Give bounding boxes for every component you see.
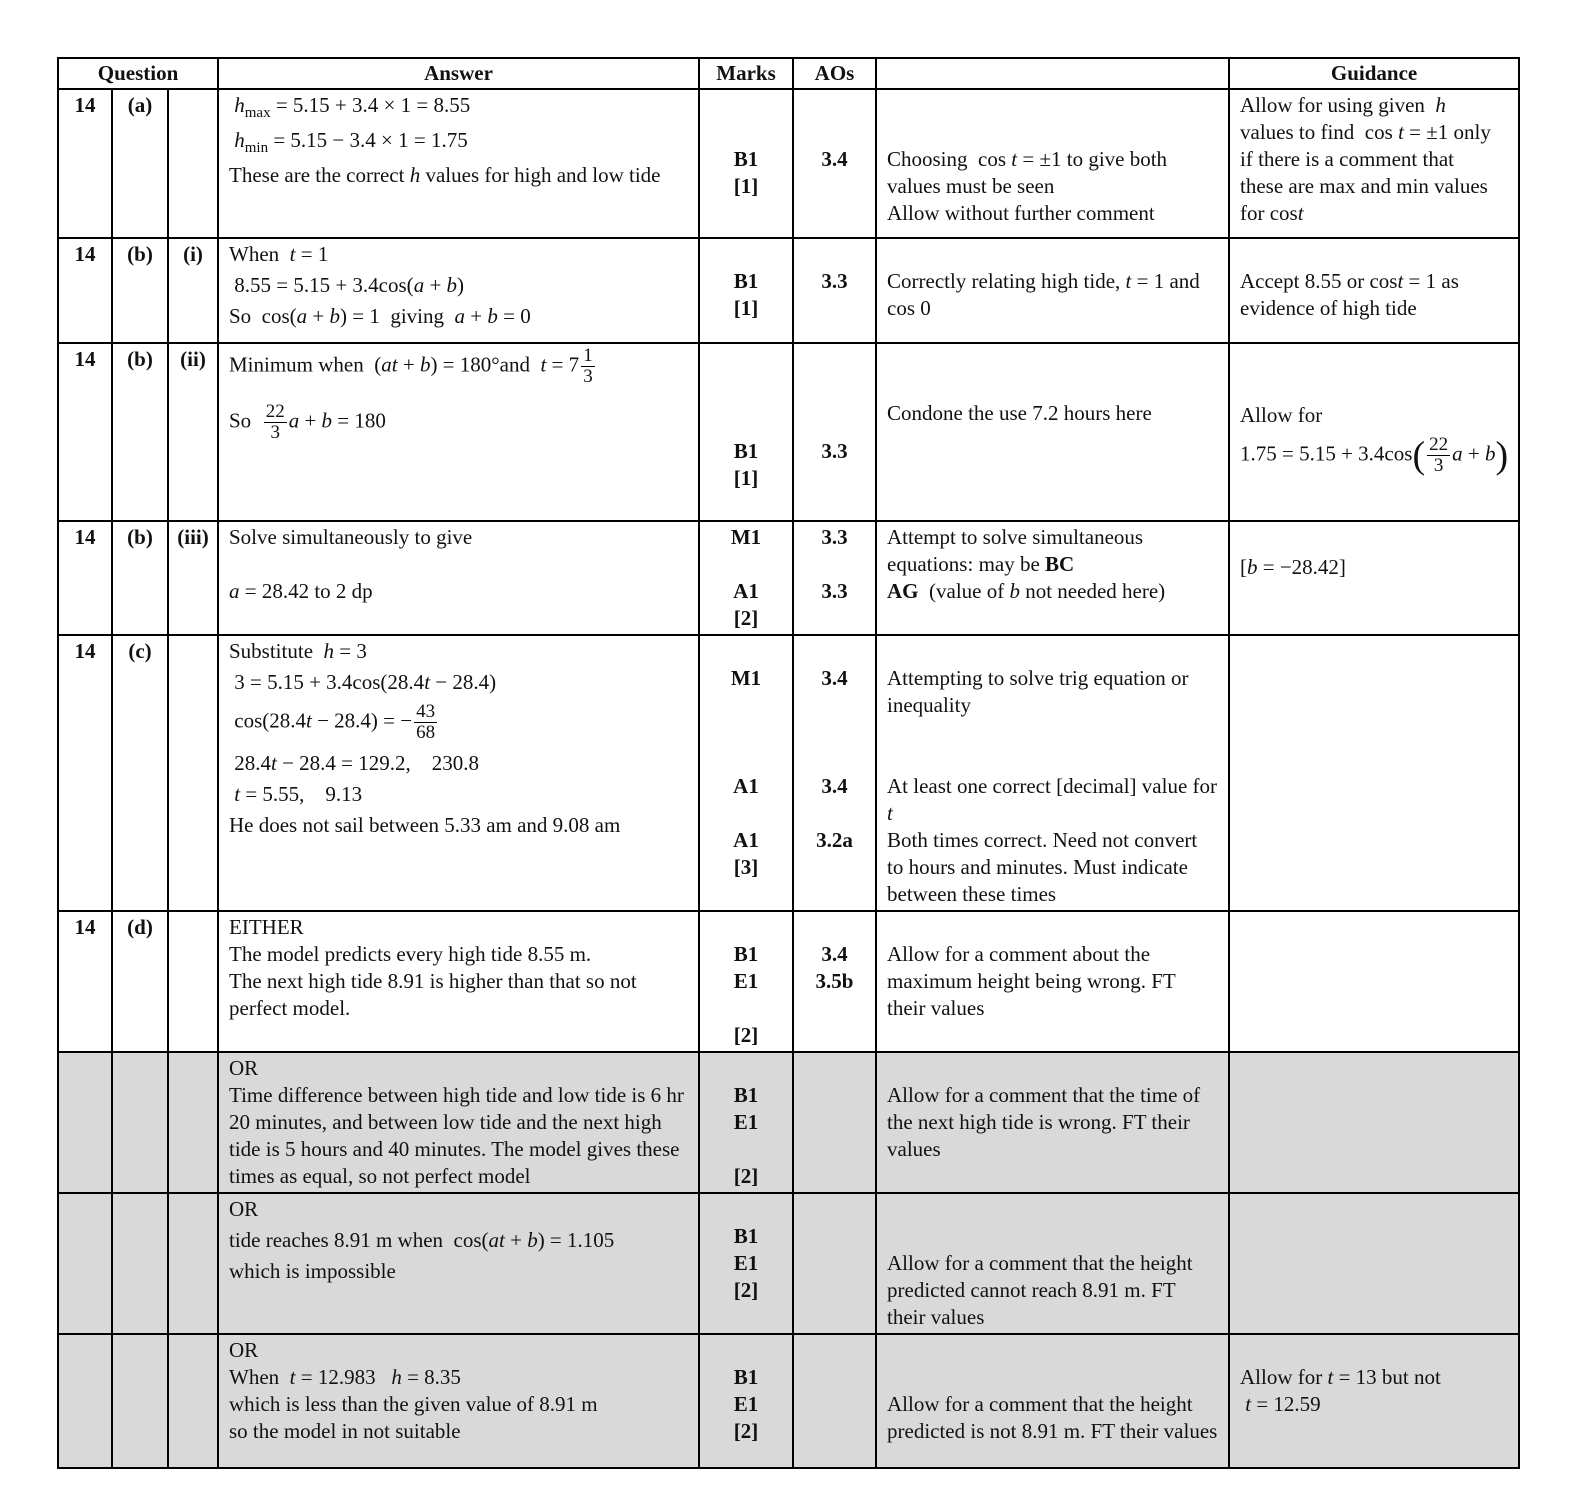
comments-header (876, 58, 1229, 89)
comment-line: AG (value of b not needed here) (887, 579, 1166, 603)
mark: B1 (733, 269, 759, 293)
table-row (58, 238, 1519, 343)
answer-line: 28.4t − 28.4 = 129.2, 230.8 (229, 751, 480, 775)
comments-cell (876, 521, 1229, 635)
comment-line: equations: may be BC (887, 552, 1075, 576)
question-subpart (168, 89, 218, 238)
comments-cell (876, 89, 1229, 238)
mark: [1] (733, 296, 759, 320)
mark: B1 (733, 439, 759, 463)
table-row (58, 343, 1519, 521)
table-row (58, 1052, 1519, 1193)
aos-cell (793, 911, 876, 1052)
mark: [2] (733, 1419, 759, 1443)
guidance-line: Accept 8.55 or cost = 1 as (1240, 269, 1459, 293)
marks-cell (699, 89, 793, 238)
answer-line: Time difference between high tide and low tide is 6 hr 20 minutes, and between low tide and the next high tide is 5 hours and 40 minutes. The model gives these times as equal, so not perfect model (229, 1083, 684, 1188)
marks-cell (699, 911, 793, 1052)
answer-line: tide reaches 8.91 m when cos(at + b) = 1.105 (229, 1228, 615, 1252)
comment-line: Attempt to solve simultaneous (887, 525, 1144, 549)
question-subpart (168, 1193, 218, 1334)
question-part: (c) (112, 635, 168, 911)
mark: [1] (733, 174, 759, 198)
answer-line: OR (229, 1056, 259, 1080)
answer-line: which is impossible (229, 1259, 396, 1283)
answer-line: EITHER (229, 915, 304, 939)
answer-cell (218, 911, 699, 1052)
question-part (112, 1193, 168, 1334)
question-subpart: (iii) (168, 521, 218, 635)
answer-line: Solve simultaneously to give (229, 525, 473, 549)
answer-line: a = 28.42 to 2 dp (229, 579, 373, 603)
ao-value: 3.3 (821, 439, 848, 463)
comments-cell (876, 911, 1229, 1052)
aos-cell (793, 1334, 876, 1468)
question-number (58, 1334, 112, 1468)
question-subpart (168, 1334, 218, 1468)
aos-cell (793, 238, 876, 343)
comment-line: Allow for a comment that the height predicted cannot reach 8.91 m. FT their values (887, 1251, 1193, 1329)
mark: A1 (733, 774, 759, 798)
aos-cell (793, 635, 876, 911)
answer-line: cos(28.4t − 28.4) = − $\frac{43}{68}$ (229, 701, 436, 743)
question-number: 14 (58, 911, 112, 1052)
comment-line: Allow for a comment that the time of the next high tide is wrong. FT their values (887, 1083, 1201, 1161)
ao-value: 3.3 (821, 579, 848, 603)
marks-cell (699, 1334, 793, 1468)
mark: [2] (733, 606, 759, 630)
aos-cell (793, 343, 876, 521)
answer-line: OR (229, 1197, 259, 1221)
answer-line: $h_{min} = 5.15 - 3.4 \times 1 = 1.75$ (234, 128, 468, 157)
answer-line: which is less than the given value of 8.91 m (229, 1392, 598, 1416)
answer-cell (218, 89, 699, 238)
answer-cell (218, 238, 699, 343)
comments-cell (876, 1052, 1229, 1193)
comments-cell (876, 1193, 1229, 1334)
answer-line: 3 = 5.15 + 3.4cos(28.4t − 28.4) (229, 670, 497, 694)
guidance-line: [b = −28.42] (1240, 555, 1346, 579)
answer-line: $h_{max} = 5.15 + 3.4 \times 1 = 8.55$ (234, 93, 471, 122)
guidance-line: 1.75 = 5.15 + 3.4cos( $\frac{22}{3}$ a + b) (1240, 434, 1509, 477)
question-part: (b) (112, 238, 168, 343)
answer-line: 8.55 = 5.15 + 3.4cos(a + b) (229, 273, 465, 297)
comment-line: Allow for a comment that the height predicted is not 8.91 m. FT their values (887, 1392, 1218, 1443)
table-row (58, 911, 1519, 1052)
comment-line: Both times correct. Need not convert to hours and minutes. Must indicate between these times (887, 828, 1198, 906)
answer-line: so the model in not suitable (229, 1419, 461, 1443)
answer-header: Answer (218, 58, 699, 89)
comment-line: Correctly relating high tide, t = 1 and (887, 269, 1200, 293)
comment-line: Attempting to solve trig equation or inequality (887, 666, 1189, 717)
question-part (112, 1334, 168, 1468)
answer-line: OR (229, 1338, 259, 1362)
table-row (58, 635, 1519, 911)
answer-cell (218, 1334, 699, 1468)
mark: [2] (733, 1278, 759, 1302)
guidance-line: t = 12.59 (1245, 1392, 1321, 1416)
question-header: Question (58, 58, 218, 89)
guidance-line: if there is a comment that (1240, 147, 1455, 171)
ao-value: 3.4 (821, 942, 848, 966)
mark: B1 (733, 1365, 759, 1389)
table-row (58, 1193, 1519, 1334)
guidance-line: Allow for using given h (1240, 93, 1446, 117)
mark: M1 (730, 666, 762, 690)
mark: [3] (733, 855, 759, 879)
marks-header: Marks (699, 58, 793, 89)
marks-cell (699, 343, 793, 521)
answer-line: When t = 12.983 h = 8.35 (229, 1365, 461, 1389)
mark: [1] (733, 466, 759, 490)
guidance-line: for cost (1240, 201, 1304, 225)
answer-line: These are the correct h values for high and low tide (229, 163, 661, 188)
answer-line: When t = 1 (229, 242, 329, 266)
guidance-cell (1229, 911, 1519, 1052)
marks-cell (699, 635, 793, 911)
comment-line: Choosing cos t = ±1 to give both (887, 147, 1168, 171)
guidance-cell (1229, 1052, 1519, 1193)
guidance-line: Allow for (1240, 403, 1323, 427)
question-part: (b) (112, 521, 168, 635)
mark: E1 (733, 969, 759, 993)
comments-cell (876, 1334, 1229, 1468)
answer-line: He does not sail between 5.33 am and 9.08 am (229, 813, 621, 837)
mark-scheme-table (57, 57, 1520, 1469)
aos-cell (793, 1052, 876, 1193)
comments-cell (876, 343, 1229, 521)
guidance-cell (1229, 635, 1519, 911)
table-row (58, 89, 1519, 238)
answer-cell (218, 343, 699, 521)
answer-line: So cos(a + b) = 1 giving a + b = 0 (229, 304, 531, 328)
marks-cell (699, 1052, 793, 1193)
answer-cell (218, 1193, 699, 1334)
answer-line: So $\frac{22}{3}$ a + b = 180 (229, 401, 386, 443)
ao-value: 3.3 (821, 525, 848, 549)
guidance-cell (1229, 89, 1519, 238)
mark: [2] (733, 1164, 759, 1188)
aos-cell (793, 1193, 876, 1334)
guidance-line: values to find cos t = ±1 only (1240, 120, 1491, 144)
ao-value: 3.2a (816, 828, 853, 852)
mark: M1 (730, 525, 762, 549)
ao-value: 3.4 (821, 774, 848, 798)
guidance-cell (1229, 238, 1519, 343)
answer-cell (218, 1052, 699, 1193)
table-row (58, 1334, 1519, 1468)
comment-line: cos 0 (887, 296, 931, 320)
mark: B1 (733, 1224, 759, 1248)
comment-line: At least one correct [decimal] value for t (887, 774, 1218, 825)
question-part: (d) (112, 911, 168, 1052)
mark: A1 (733, 579, 759, 603)
marks-cell (699, 521, 793, 635)
question-number: 14 (58, 521, 112, 635)
mark: E1 (733, 1392, 759, 1416)
aos-cell (793, 89, 876, 238)
guidance-cell (1229, 521, 1519, 635)
guidance-header: Guidance (1229, 58, 1519, 89)
aos-header: AOs (793, 58, 876, 89)
mark: B1 (733, 147, 759, 171)
comment-line: Condone the use 7.2 hours here (887, 401, 1152, 425)
question-number: 14 (58, 238, 112, 343)
comment-line: Allow without further comment (887, 201, 1155, 225)
guidance-line: Allow for t = 13 but not (1240, 1365, 1441, 1389)
answer-line: t = 5.55, 9.13 (234, 782, 363, 806)
ao-value: 3.4 (821, 666, 848, 690)
table-row (58, 521, 1519, 635)
mark: B1 (733, 1083, 759, 1107)
mark: B1 (733, 942, 759, 966)
guidance-cell (1229, 1334, 1519, 1468)
ao-value: 3.5b (815, 969, 854, 993)
question-subpart (168, 911, 218, 1052)
ao-value: 3.4 (821, 147, 848, 171)
answer-line: The model predicts every high tide 8.55 m. (229, 942, 592, 966)
question-subpart: (ii) (168, 343, 218, 521)
question-part (112, 1052, 168, 1193)
question-part: (b) (112, 343, 168, 521)
comment-line: values must be seen (887, 174, 1055, 198)
mark: E1 (733, 1251, 759, 1275)
mark: [2] (733, 1023, 759, 1047)
marks-cell (699, 1193, 793, 1334)
ao-value: 3.3 (821, 269, 848, 293)
guidance-line: these are max and min values (1240, 174, 1488, 198)
question-number: 14 (58, 89, 112, 238)
question-number: 14 (58, 343, 112, 521)
header-row (58, 58, 1519, 89)
comments-cell (876, 635, 1229, 911)
answer-line: Minimum when (at + b) = 180°and t = 7 $\frac{1}{3}$ (229, 345, 593, 387)
comment-line: Allow for a comment about the maximum height being wrong. FT their values (887, 942, 1176, 1020)
question-number: 14 (58, 635, 112, 911)
guidance-cell (1229, 343, 1519, 521)
aos-cell (793, 521, 876, 635)
answer-line: Substitute h = 3 (229, 639, 367, 663)
question-part: (a) (112, 89, 168, 238)
answer-line: The next high tide 8.91 is higher than that so not perfect model. (229, 969, 637, 1020)
mark: A1 (733, 828, 759, 852)
marks-cell (699, 238, 793, 343)
comments-cell (876, 238, 1229, 343)
answer-cell (218, 635, 699, 911)
guidance-line: evidence of high tide (1240, 296, 1417, 320)
question-number (58, 1193, 112, 1334)
answer-cell (218, 521, 699, 635)
question-subpart (168, 635, 218, 911)
question-number (58, 1052, 112, 1193)
question-subpart (168, 1052, 218, 1193)
guidance-cell (1229, 1193, 1519, 1334)
question-subpart: (i) (168, 238, 218, 343)
mark: E1 (733, 1110, 759, 1134)
